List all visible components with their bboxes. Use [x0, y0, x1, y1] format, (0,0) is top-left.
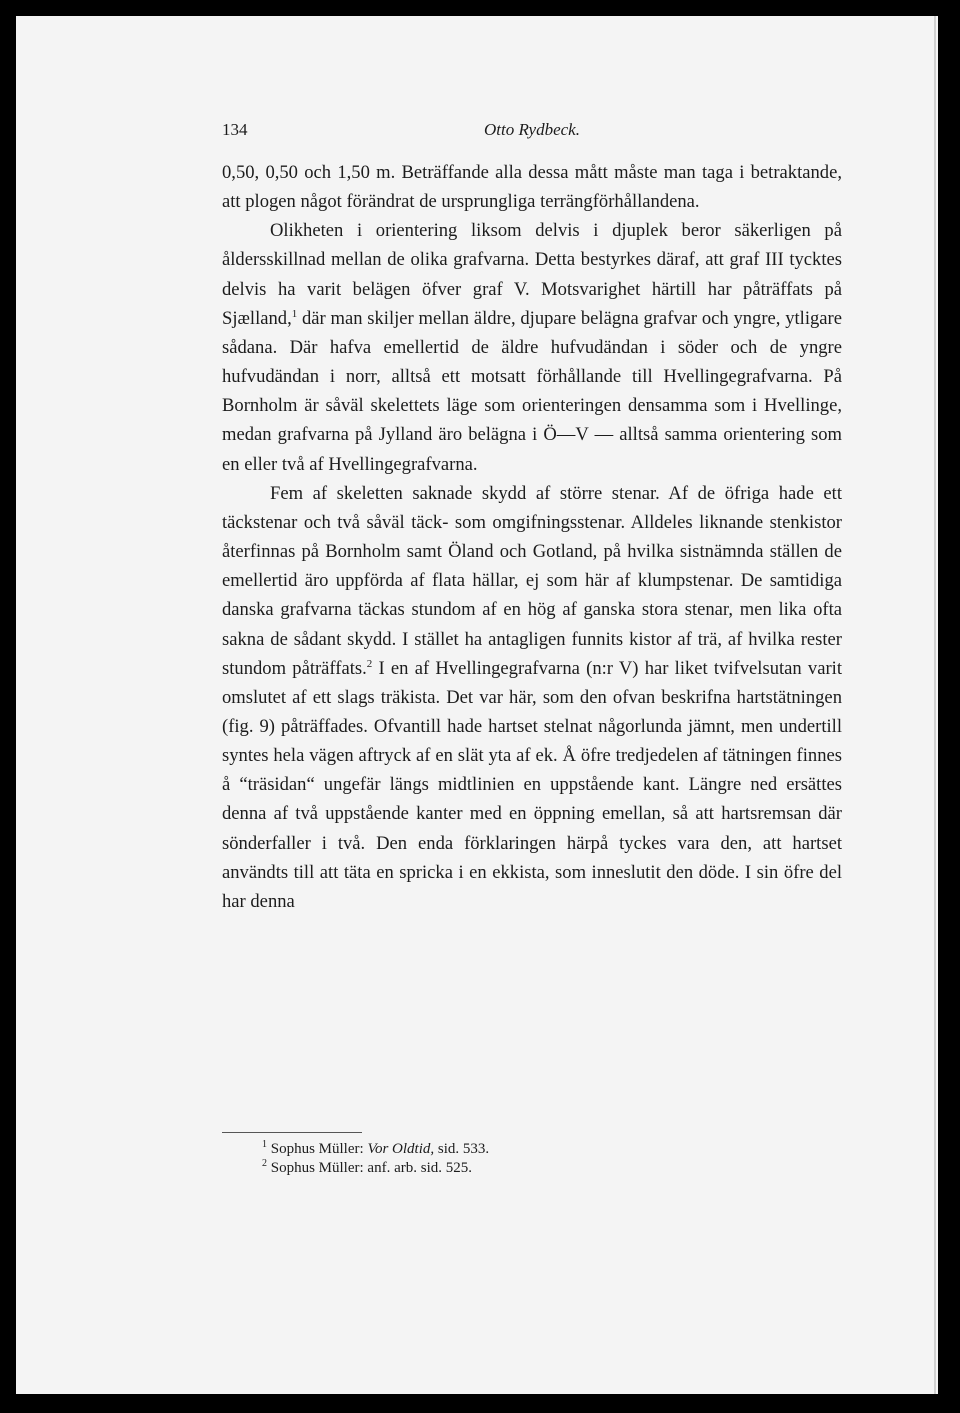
footnote-reference[interactable]: 2	[366, 657, 373, 670]
paragraph-text: I en af Hvellingegrafvarna (n:r V) har liket tvifvelsutan varit omslutet af ett slags träkista. Det var här, som den ofvan beskrifna hartstätningen (fig. 9) påträffades. Ofvantill hade hartset stelnat någorlunda jämnt, men undertill syntes hela vägen aftryck af en slät yta af ek. Å öfre tredjedelen af tätningen finnes å “träsidan“ ungefär längs midtlinien en uppstående kant. Längre ned ersättes denna af två uppstående kanter med en öppning emellan, så att hartsremsan där sönderfaller i två. Den enda förklaringen härpå tyckes vara den, att hartset användts till att täta en spricka i en ekkista, som inneslutit den döde. I sin öfre del har denna	[222, 657, 843, 912]
paragraph	[222, 216, 842, 478]
footnote	[262, 1159, 822, 1178]
footnotes	[262, 1140, 822, 1178]
page-number: 134	[222, 120, 248, 139]
footnote-number: 2	[262, 1158, 267, 1169]
paragraph	[222, 158, 842, 216]
footnote-title: Vor Oldtid,	[367, 1141, 435, 1157]
body-text	[222, 158, 842, 916]
footnote-author: Sophus Müller:	[270, 1141, 368, 1157]
paragraph	[222, 479, 842, 916]
paragraph-text: där man skiljer mellan äldre, djupare belägna grafvar och yngre, ytligare sådana. Där hafva emellertid de äldre hufvudändan i söder och de yngre hufvudändan i norr, alltså ett motsatt förhållande till Hvellingegrafvarna. På Bornholm är såväl skelettets läge som orienteringen densamma som i Hvellinge, medan grafvarna på Jylland äro belägna i Ö—V — alltså samma orientering som en eller två af Hvellingegrafvarna.	[222, 307, 842, 475]
page-header	[222, 120, 842, 144]
paragraph-text: 0,50, 0,50 och 1,50 m. Beträffande alla dessa mått måste man taga i betraktande, att plogen något förändrat de ursprungliga terrängförhållandena.	[222, 162, 842, 213]
footnote-author: Sophus Müller: anf. arb. sid. 525.	[270, 1160, 472, 1176]
footnote-rule	[222, 1132, 362, 1133]
footnote	[262, 1140, 822, 1159]
footnote-reference[interactable]: 1	[291, 307, 298, 320]
page-edge	[934, 16, 936, 1394]
paragraph-text: Fem af skeletten saknade skydd af större stenar. Af de öfriga hade ett täckstenar och två såväl täck- som omgifningsstenar. Alldeles liknande stenkistor återfinnas på Bornholm samt Öland och Gotland, på hvilka sistnämnda ställen de emellertid äro uppförda af flata hällar, ej som här af klumpstenar. De samtidiga danska grafvarna täckas stundom af en hög af ganska stora stenar, men lika ofta sakna de sådant skydd. I stället ha antagligen funnits kistor af trä, af hvilka rester stundom påträffats.	[222, 482, 842, 679]
footnote-number: 1	[262, 1139, 267, 1150]
footnote-reference-detail: sid. 533.	[434, 1141, 490, 1157]
running-head: Otto Rydbeck.	[484, 120, 580, 139]
book-page	[16, 16, 938, 1394]
paragraph-text: Olikheten i orientering liksom delvis i djuplek beror säkerligen på åldersskillnad mellan de olika grafvarna. Detta bestyrkes däraf, att graf III tycktes delvis ha varit belägen öfver graf V. Motsvarighet härtill har påträffats på Sjælland,	[222, 220, 842, 329]
